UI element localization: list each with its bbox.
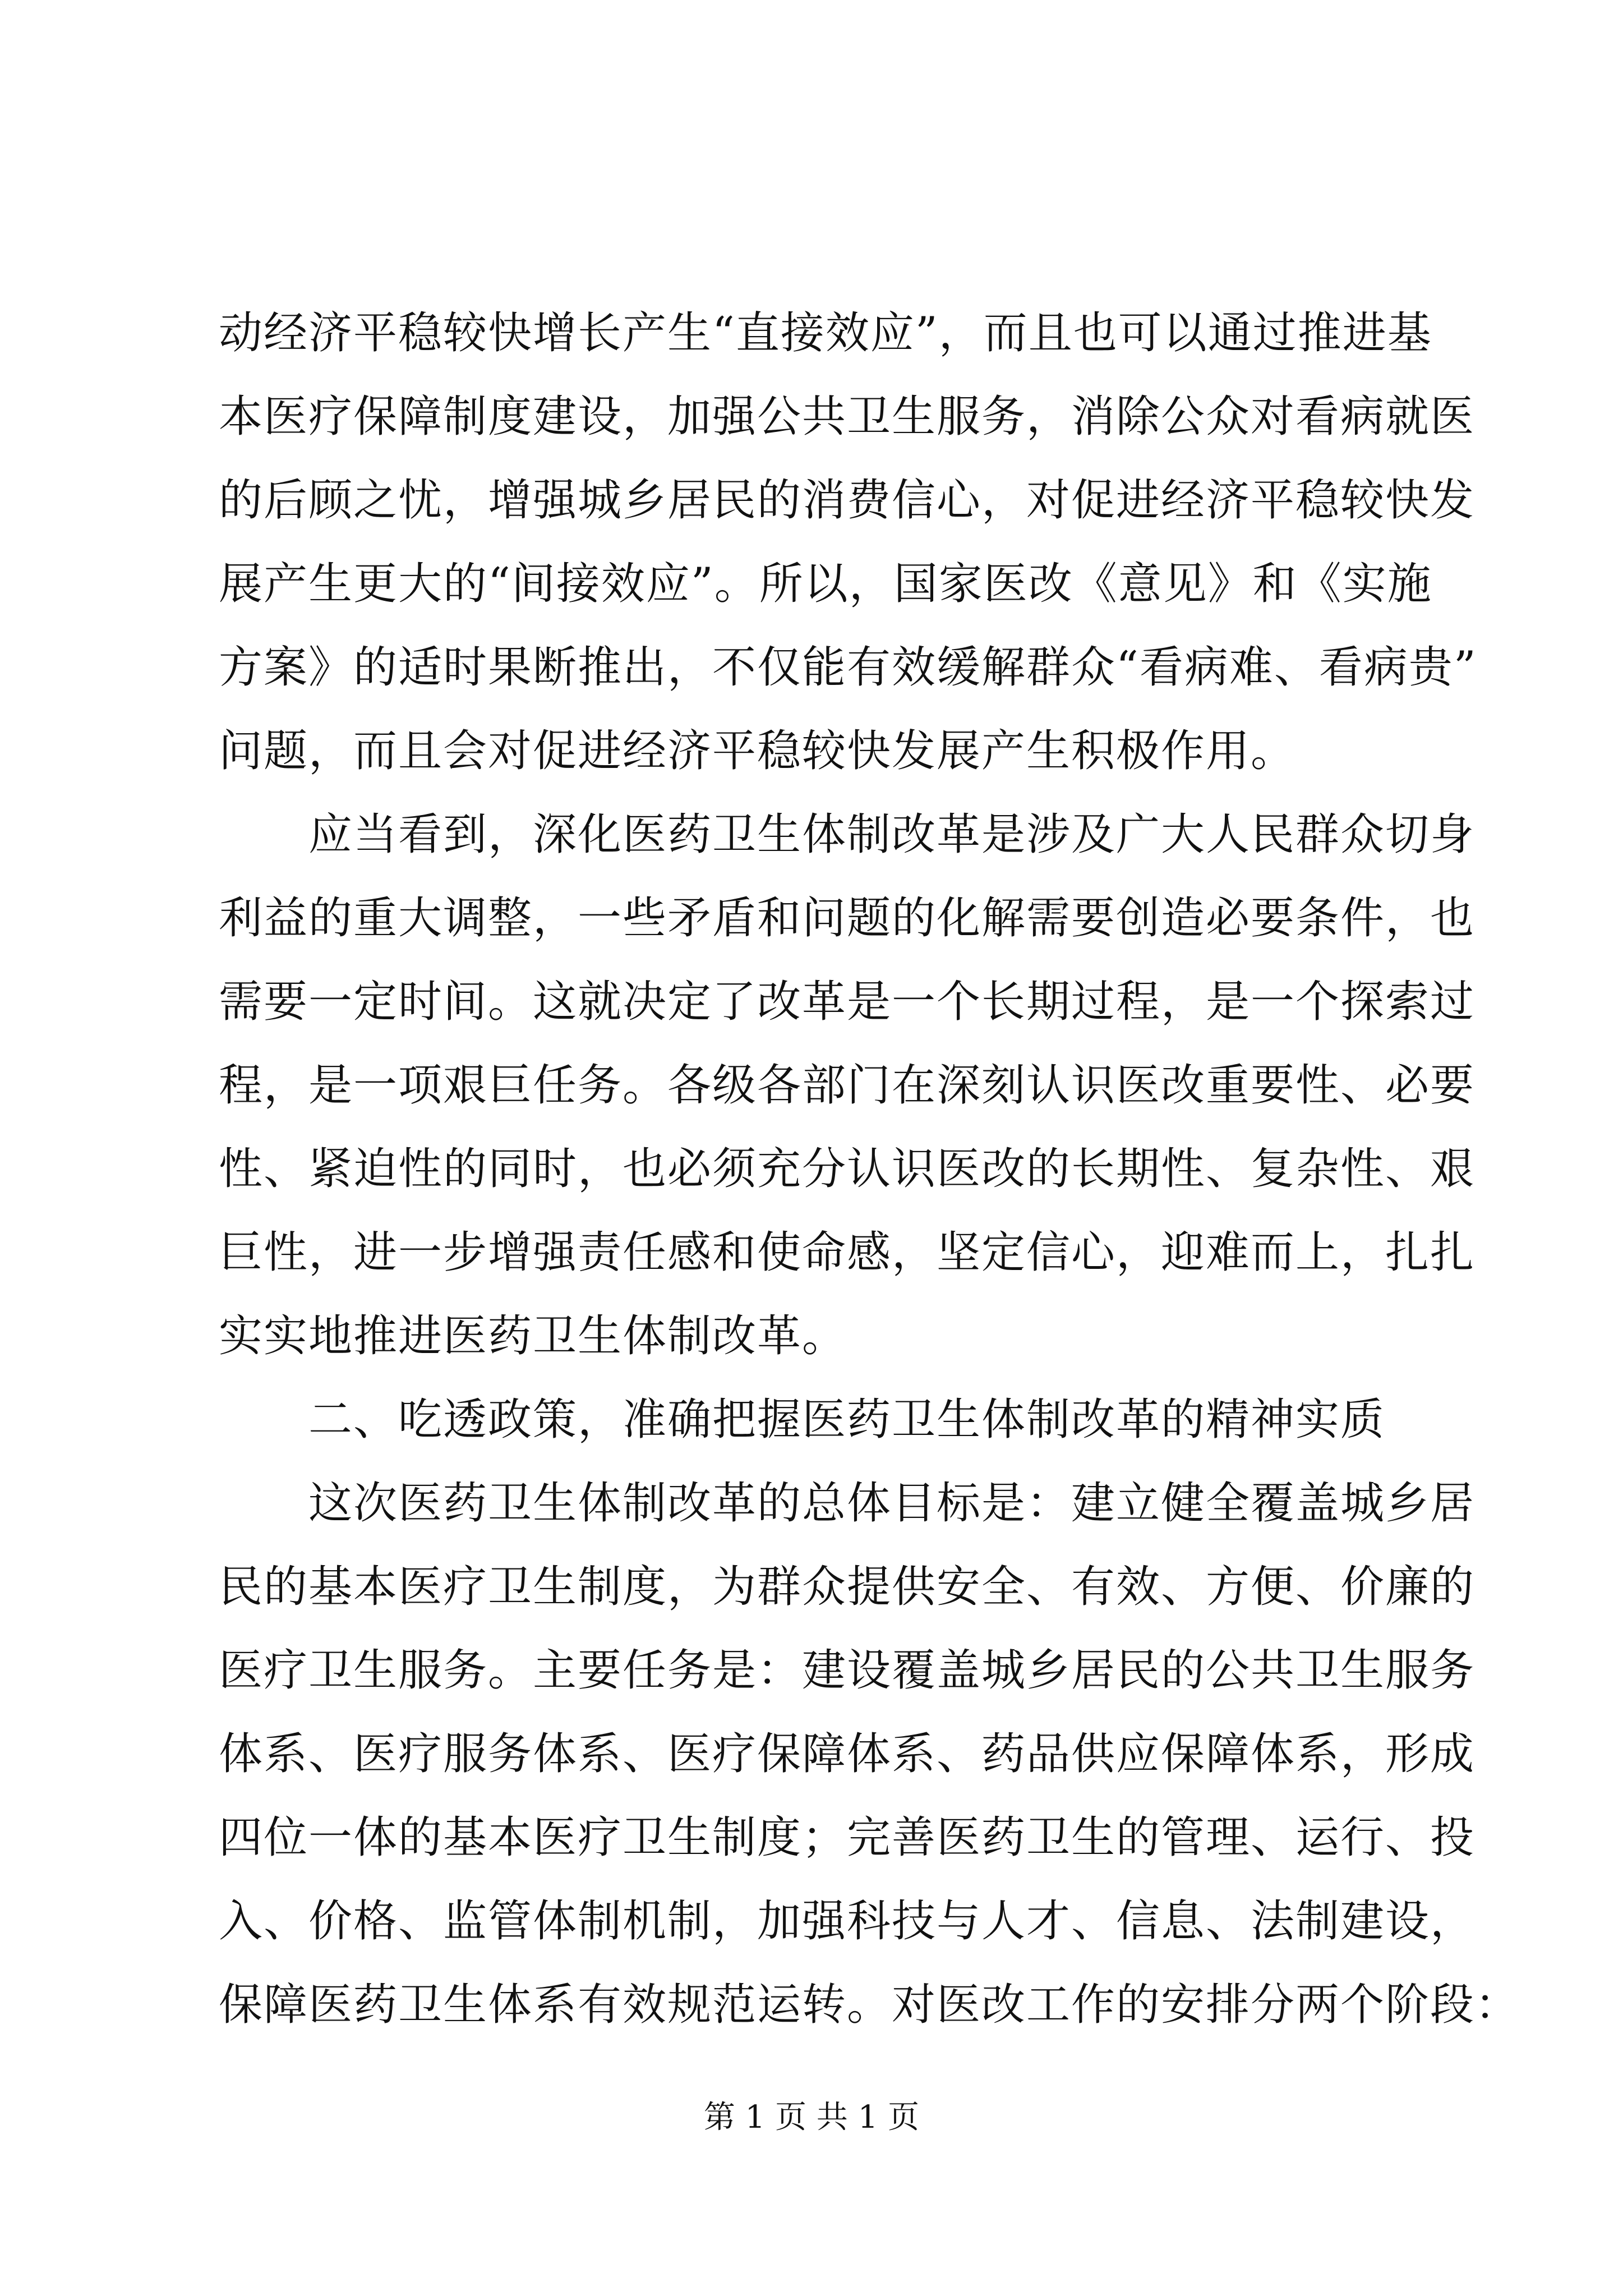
- text-line-paragraph-end: 问题，而且会对促进经济平稳较快发展产生积极作用。: [219, 726, 1296, 776]
- text-line-paragraph-start: 这次医药卫生体制改革的总体目标是：建立健全覆盖城乡居: [308, 1478, 1476, 1529]
- section-heading: 二、吃透政策，准确把握医药卫生体制改革的精神实质: [308, 1395, 1386, 1445]
- text-line: 体系、医疗服务体系、医疗保障体系、药品供应保障体系，形成: [219, 1729, 1476, 1779]
- text-line: 利益的重大调整，一些矛盾和问题的化解需要创造必要条件，也: [219, 893, 1476, 944]
- text-line: 入、价格、监管体制机制，加强科技与人才、信息、法制建设，: [219, 1896, 1476, 1947]
- text-line: 展产生更大的“间接效应”。所以，国家医改《意见》和《实施: [219, 559, 1432, 609]
- text-line: 需要一定时间。这就决定了改革是一个长期过程，是一个探索过: [219, 977, 1476, 1027]
- text-line: 保障医药卫生体系有效规范运转。对医改工作的安排分两个阶段：: [219, 1980, 1520, 2030]
- text-line-paragraph-end: 实实地推进医药卫生体制改革。: [219, 1311, 847, 1361]
- page-number-footer: 第 1 页 共 1 页: [703, 2099, 920, 2136]
- text-line: 方案》的适时果断推出，不仅能有效缓解群众“看病难、看病贵”: [219, 642, 1477, 693]
- text-line: 性、紧迫性的同时，也必须充分认识医改的长期性、复杂性、艰: [219, 1144, 1476, 1194]
- text-line-paragraph-start: 应当看到，深化医药卫生体制改革是涉及广大人民群众切身: [308, 809, 1476, 860]
- text-line: 四位一体的基本医疗卫生制度；完善医药卫生的管理、运行、投: [219, 1812, 1476, 1863]
- text-line: 动经济平稳较快增长产生“直接效应”，而且也可以通过推进基: [219, 308, 1432, 358]
- text-line: 本医疗保障制度建设，加强公共卫生服务，消除公众对看病就医: [219, 392, 1476, 442]
- text-line: 民的基本医疗卫生制度，为群众提供安全、有效、方便、价廉的: [219, 1562, 1476, 1612]
- text-line: 巨性，进一步增强责任感和使命感，坚定信心，迎难而上，扎扎: [219, 1227, 1476, 1278]
- document-body: [219, 292, 1520, 2047]
- text-line: 程，是一项艰巨任务。各级各部门在深刻认识医改重要性、必要: [219, 1060, 1476, 1111]
- text-line: 的后顾之忧，增强城乡居民的消费信心，对促进经济平稳较快发: [219, 475, 1476, 526]
- text-line: 医疗卫生服务。主要任务是：建设覆盖城乡居民的公共卫生服务: [219, 1645, 1476, 1696]
